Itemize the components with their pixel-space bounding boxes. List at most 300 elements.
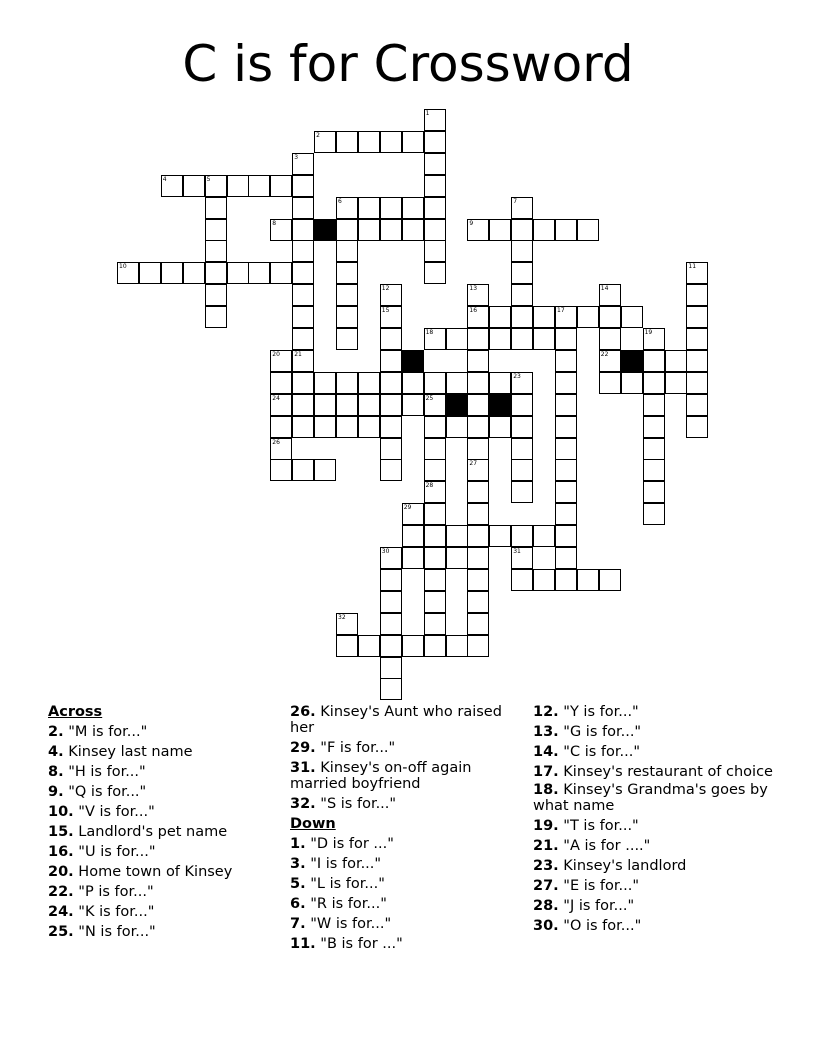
- grid-cell[interactable]: [402, 547, 424, 569]
- grid-cell[interactable]: [380, 394, 402, 416]
- clue-number: 18: [425, 329, 434, 336]
- grid-cell[interactable]: [380, 547, 402, 569]
- grid-cell[interactable]: [511, 525, 533, 547]
- clue-text: "L is for...": [305, 876, 385, 892]
- grid-cell[interactable]: [424, 175, 446, 197]
- clue: [48, 722, 288, 742]
- clue: [533, 856, 773, 876]
- grid-cell[interactable]: [424, 547, 446, 569]
- grid-cell[interactable]: [511, 219, 533, 241]
- grid-cell[interactable]: [424, 525, 446, 547]
- grid-cell[interactable]: [446, 372, 468, 394]
- grid-cell[interactable]: [292, 219, 314, 241]
- grid-cell[interactable]: [511, 416, 533, 438]
- grid-cell[interactable]: [511, 240, 533, 262]
- grid-cell[interactable]: [424, 197, 446, 219]
- grid-cell[interactable]: [270, 459, 292, 481]
- grid-cell[interactable]: [489, 372, 511, 394]
- clue-number: 3: [294, 153, 299, 161]
- clue-number: 13: [469, 285, 478, 293]
- grid-cell[interactable]: [489, 306, 511, 328]
- grid-cell[interactable]: [686, 328, 708, 350]
- grid-cell[interactable]: [555, 219, 577, 241]
- grid-cell[interactable]: [292, 197, 314, 219]
- grid-cell[interactable]: [292, 328, 314, 350]
- clue-number-label: 22.: [48, 884, 74, 900]
- grid-cell[interactable]: [599, 350, 621, 372]
- grid-cell[interactable]: [336, 372, 358, 394]
- clue: [48, 802, 288, 822]
- grid-cell[interactable]: [555, 481, 577, 503]
- grid-cell[interactable]: [227, 175, 249, 197]
- grid-cell[interactable]: [533, 328, 555, 350]
- grid-cell[interactable]: [314, 416, 336, 438]
- clue: [533, 782, 773, 814]
- clue-number: 14: [600, 285, 609, 293]
- grid-cell[interactable]: [380, 350, 402, 372]
- clue-number: 25: [425, 394, 434, 402]
- clue-number-label: 4.: [48, 744, 64, 760]
- grid-cell[interactable]: [424, 262, 446, 284]
- grid-cell[interactable]: [424, 459, 446, 481]
- grid-cell[interactable]: [336, 613, 358, 635]
- grid-cell[interactable]: [686, 284, 708, 306]
- grid-cell[interactable]: [292, 459, 314, 481]
- clue-text: "U is for...": [73, 844, 156, 860]
- grid-cell[interactable]: [555, 569, 577, 591]
- clue: [533, 916, 773, 936]
- grid-cell[interactable]: [511, 394, 533, 416]
- grid-cell[interactable]: [227, 262, 249, 284]
- clue: [48, 882, 288, 902]
- grid-cell[interactable]: [402, 219, 424, 241]
- grid-cell[interactable]: [424, 613, 446, 635]
- grid-cell[interactable]: [467, 635, 489, 657]
- grid-cell[interactable]: [358, 197, 380, 219]
- clue-text: "J is for...": [558, 898, 635, 914]
- grid-cell[interactable]: [599, 306, 621, 328]
- grid-cell[interactable]: [205, 175, 227, 197]
- grid-cell[interactable]: [686, 394, 708, 416]
- clue: [533, 764, 773, 780]
- grid-cell[interactable]: [467, 613, 489, 635]
- clue-number-label: 21.: [533, 838, 559, 854]
- grid-cell[interactable]: [270, 175, 292, 197]
- grid-cell[interactable]: [336, 328, 358, 350]
- clue-number-label: 31.: [290, 760, 316, 776]
- grid-cell[interactable]: [380, 657, 402, 679]
- clue-text: "F is for...": [315, 740, 396, 756]
- grid-cell[interactable]: [446, 416, 468, 438]
- grid-cell[interactable]: [511, 547, 533, 569]
- grid-cell[interactable]: [665, 372, 687, 394]
- grid-cell[interactable]: [270, 394, 292, 416]
- grid-cell[interactable]: [467, 503, 489, 525]
- down-heading: Down: [290, 816, 336, 832]
- grid-cell[interactable]: [424, 394, 446, 416]
- grid-cell[interactable]: [358, 416, 380, 438]
- grid-cell[interactable]: [555, 306, 577, 328]
- grid-cell[interactable]: [402, 372, 424, 394]
- grid-cell[interactable]: [270, 416, 292, 438]
- clue-number-label: 12.: [533, 704, 559, 720]
- grid-cell[interactable]: [467, 394, 489, 416]
- grid-cell[interactable]: [446, 328, 468, 350]
- grid-cell[interactable]: [292, 262, 314, 284]
- grid-cell[interactable]: [402, 635, 424, 657]
- clue-number-label: 25.: [48, 924, 74, 940]
- grid-cell[interactable]: [336, 306, 358, 328]
- clue: [290, 854, 530, 874]
- grid-cell[interactable]: [489, 525, 511, 547]
- clue-number: 5: [206, 175, 211, 183]
- clue: [48, 762, 288, 782]
- grid-cell[interactable]: [555, 503, 577, 525]
- grid-cell[interactable]: [380, 438, 402, 460]
- clue-number-label: 17.: [533, 764, 559, 780]
- grid-cell[interactable]: [643, 350, 665, 372]
- grid-cell[interactable]: [314, 394, 336, 416]
- grid-cell[interactable]: [248, 262, 270, 284]
- black-square: [489, 394, 511, 416]
- grid-cell[interactable]: [358, 394, 380, 416]
- clue-text: Kinsey's landlord: [558, 858, 687, 874]
- grid-cell[interactable]: [643, 459, 665, 481]
- grid-cell[interactable]: [336, 284, 358, 306]
- clue-text: "G is for...": [558, 724, 642, 740]
- grid-cell[interactable]: [599, 284, 621, 306]
- clue-number: 7: [513, 197, 518, 205]
- grid-cell[interactable]: [380, 372, 402, 394]
- grid-cell[interactable]: [292, 153, 314, 175]
- grid-cell[interactable]: [336, 197, 358, 219]
- clue-number-label: 2.: [48, 724, 64, 740]
- grid-cell[interactable]: [380, 678, 402, 700]
- grid-cell[interactable]: [533, 569, 555, 591]
- clue-column-1: [48, 702, 288, 942]
- clue-text: "A is for ....": [558, 838, 651, 854]
- grid-cell[interactable]: [643, 372, 665, 394]
- grid-cell[interactable]: [292, 372, 314, 394]
- clue-number: 20: [272, 350, 280, 358]
- grid-cell[interactable]: [489, 219, 511, 241]
- grid-cell[interactable]: [402, 525, 424, 547]
- across-clue-list-continued: [290, 704, 530, 814]
- grid-cell[interactable]: [336, 219, 358, 241]
- grid-cell[interactable]: [686, 262, 708, 284]
- clue-number: 23: [513, 372, 521, 380]
- grid-cell[interactable]: [467, 591, 489, 613]
- grid-cell[interactable]: [533, 525, 555, 547]
- clue-number-label: 20.: [48, 864, 74, 880]
- grid-cell[interactable]: [205, 284, 227, 306]
- grid-cell[interactable]: [380, 613, 402, 635]
- grid-cell[interactable]: [599, 372, 621, 394]
- grid-cell[interactable]: [248, 175, 270, 197]
- clue-number: 30: [381, 548, 390, 555]
- grid-cell[interactable]: [380, 328, 402, 350]
- grid-cell[interactable]: [511, 372, 533, 394]
- grid-cell[interactable]: [270, 219, 292, 241]
- grid-cell[interactable]: [183, 175, 205, 197]
- clue: [290, 894, 530, 914]
- grid-cell[interactable]: [599, 569, 621, 591]
- grid-cell[interactable]: [555, 394, 577, 416]
- clue-number-label: 26.: [290, 704, 316, 720]
- grid-cell[interactable]: [292, 240, 314, 262]
- grid-cell[interactable]: [358, 219, 380, 241]
- clue-number: 12: [381, 285, 390, 293]
- grid-cell[interactable]: [292, 306, 314, 328]
- grid-cell[interactable]: [358, 131, 380, 153]
- grid-cell[interactable]: [555, 438, 577, 460]
- grid-cell[interactable]: [270, 350, 292, 372]
- grid-cell[interactable]: [402, 197, 424, 219]
- grid-cell[interactable]: [424, 153, 446, 175]
- grid-cell[interactable]: [555, 328, 577, 350]
- clue: [48, 922, 288, 942]
- grid-cell[interactable]: [555, 416, 577, 438]
- clue-number: 8: [272, 219, 277, 227]
- grid-cell[interactable]: [292, 350, 314, 372]
- grid-cell[interactable]: [292, 394, 314, 416]
- grid-cell[interactable]: [205, 262, 227, 284]
- clue-text: "T is for...": [558, 818, 639, 834]
- grid-cell[interactable]: [380, 131, 402, 153]
- grid-cell[interactable]: [511, 284, 533, 306]
- grid-cell[interactable]: [467, 438, 489, 460]
- grid-cell[interactable]: [424, 569, 446, 591]
- grid-cell[interactable]: [467, 284, 489, 306]
- grid-cell[interactable]: [380, 416, 402, 438]
- grid-cell[interactable]: [205, 306, 227, 328]
- grid-cell[interactable]: [292, 416, 314, 438]
- grid-cell[interactable]: [555, 350, 577, 372]
- grid-cell[interactable]: [489, 328, 511, 350]
- clue-number: 16: [469, 307, 478, 315]
- clue-number: 9: [469, 219, 474, 227]
- grid-cell[interactable]: [467, 569, 489, 591]
- grid-cell[interactable]: [358, 372, 380, 394]
- grid-cell[interactable]: [380, 459, 402, 481]
- clue-text: "P is for...": [73, 884, 154, 900]
- grid-cell[interactable]: [511, 328, 533, 350]
- grid-cell[interactable]: [511, 438, 533, 460]
- grid-cell[interactable]: [161, 175, 183, 197]
- grid-cell[interactable]: [183, 262, 205, 284]
- grid-cell[interactable]: [336, 240, 358, 262]
- grid-cell[interactable]: [424, 219, 446, 241]
- grid-cell[interactable]: [380, 284, 402, 306]
- clue-number: 28: [425, 482, 434, 490]
- grid-cell[interactable]: [686, 350, 708, 372]
- grid-cell[interactable]: [205, 197, 227, 219]
- grid-cell[interactable]: [621, 306, 643, 328]
- grid-cell[interactable]: [270, 438, 292, 460]
- across-clue-list: [48, 722, 288, 942]
- grid-cell[interactable]: [489, 416, 511, 438]
- clue-number-label: 15.: [48, 824, 74, 840]
- grid-cell[interactable]: [643, 328, 665, 350]
- grid-cell[interactable]: [555, 372, 577, 394]
- grid-cell[interactable]: [511, 197, 533, 219]
- clue-number-label: 28.: [533, 898, 559, 914]
- grid-cell[interactable]: [577, 219, 599, 241]
- clue-number-label: 29.: [290, 740, 316, 756]
- grid-cell[interactable]: [380, 591, 402, 613]
- clue-number: 19: [644, 329, 653, 336]
- clue-text: "C is for...": [558, 744, 640, 760]
- grid-cell[interactable]: [467, 481, 489, 503]
- grid-cell[interactable]: [643, 481, 665, 503]
- grid-cell[interactable]: [511, 459, 533, 481]
- grid-cell[interactable]: [643, 438, 665, 460]
- grid-cell[interactable]: [424, 438, 446, 460]
- grid-cell[interactable]: [467, 525, 489, 547]
- clue-text: "S is for...": [315, 796, 397, 812]
- clue-text: Home town of Kinsey: [73, 864, 233, 880]
- clue-number-label: 3.: [290, 856, 306, 872]
- grid-cell[interactable]: [424, 372, 446, 394]
- clue: [533, 816, 773, 836]
- grid-cell[interactable]: [139, 262, 161, 284]
- clue-number-label: 11.: [290, 936, 316, 952]
- clue: [290, 914, 530, 934]
- clue: [533, 722, 773, 742]
- clue: [533, 742, 773, 762]
- clue-text: "W is for...": [305, 916, 392, 932]
- grid-cell[interactable]: [336, 131, 358, 153]
- grid-cell[interactable]: [424, 503, 446, 525]
- grid-cell[interactable]: [555, 547, 577, 569]
- black-square: [402, 350, 424, 372]
- clue-text: "H is for...": [63, 764, 146, 780]
- grid-cell[interactable]: [336, 394, 358, 416]
- grid-cell[interactable]: [336, 262, 358, 284]
- grid-cell[interactable]: [402, 131, 424, 153]
- grid-cell[interactable]: [446, 525, 468, 547]
- grid-cell[interactable]: [402, 394, 424, 416]
- clue-number-label: 6.: [290, 896, 306, 912]
- grid-cell[interactable]: [358, 635, 380, 657]
- grid-cell[interactable]: [555, 459, 577, 481]
- grid-cell[interactable]: [643, 394, 665, 416]
- grid-cell[interactable]: [292, 175, 314, 197]
- grid-cell[interactable]: [424, 481, 446, 503]
- grid-cell[interactable]: [205, 240, 227, 262]
- grid-cell[interactable]: [467, 372, 489, 394]
- grid-cell[interactable]: [511, 306, 533, 328]
- clue: [533, 702, 773, 722]
- grid-cell[interactable]: [446, 547, 468, 569]
- black-square: [446, 394, 468, 416]
- clue-number: 31: [513, 548, 521, 555]
- grid-cell[interactable]: [380, 569, 402, 591]
- grid-cell[interactable]: [380, 306, 402, 328]
- clue: [533, 876, 773, 896]
- grid-cell[interactable]: [336, 416, 358, 438]
- grid-cell[interactable]: [643, 503, 665, 525]
- grid-cell[interactable]: [314, 372, 336, 394]
- grid-cell[interactable]: [511, 569, 533, 591]
- grid-cell[interactable]: [467, 328, 489, 350]
- grid-cell[interactable]: [424, 131, 446, 153]
- grid-cell[interactable]: [446, 635, 468, 657]
- grid-cell[interactable]: [314, 459, 336, 481]
- grid-cell[interactable]: [686, 416, 708, 438]
- grid-cell[interactable]: [686, 372, 708, 394]
- clue-number: 24: [272, 394, 280, 402]
- clue-text: Kinsey's Grandma's goes by what name: [533, 782, 768, 814]
- grid-cell[interactable]: [205, 219, 227, 241]
- grid-cell[interactable]: [599, 328, 621, 350]
- clue: [290, 794, 530, 814]
- grid-cell[interactable]: [467, 350, 489, 372]
- grid-cell[interactable]: [533, 306, 555, 328]
- grid-cell[interactable]: [467, 459, 489, 481]
- grid-cell[interactable]: [380, 219, 402, 241]
- clue-number-label: 10.: [48, 804, 74, 820]
- clue-number-label: 23.: [533, 858, 559, 874]
- clue-text: "E is for...": [558, 878, 640, 894]
- clue-text: "Q is for...": [63, 784, 147, 800]
- grid-cell[interactable]: [686, 306, 708, 328]
- grid-cell[interactable]: [161, 262, 183, 284]
- grid-cell[interactable]: [643, 416, 665, 438]
- grid-cell[interactable]: [577, 569, 599, 591]
- grid-cell[interactable]: [511, 481, 533, 503]
- grid-cell[interactable]: [533, 219, 555, 241]
- grid-cell[interactable]: [402, 503, 424, 525]
- grid-cell[interactable]: [555, 525, 577, 547]
- grid-cell[interactable]: [467, 416, 489, 438]
- grid-cell[interactable]: [511, 262, 533, 284]
- grid-cell[interactable]: [292, 284, 314, 306]
- grid-cell[interactable]: [336, 635, 358, 657]
- down-clue-list: [290, 834, 530, 954]
- grid-cell[interactable]: [424, 416, 446, 438]
- grid-cell[interactable]: [424, 591, 446, 613]
- grid-cell[interactable]: [270, 372, 292, 394]
- grid-cell[interactable]: [467, 306, 489, 328]
- grid-cell[interactable]: [424, 109, 446, 131]
- clue-number: 17: [557, 307, 565, 315]
- clue-number-label: 30.: [533, 918, 559, 934]
- page-title: C is for Crossword: [182, 35, 634, 93]
- grid-cell[interactable]: [424, 635, 446, 657]
- grid-cell[interactable]: [314, 131, 336, 153]
- clue: [290, 738, 530, 758]
- clue: [48, 742, 288, 762]
- clue-number-label: 27.: [533, 878, 559, 894]
- grid-cell[interactable]: [665, 350, 687, 372]
- clue: [48, 822, 288, 842]
- grid-cell[interactable]: [380, 635, 402, 657]
- grid-cell[interactable]: [270, 262, 292, 284]
- grid-cell[interactable]: [117, 262, 139, 284]
- clue-number: 21: [294, 350, 302, 358]
- grid-cell[interactable]: [577, 306, 599, 328]
- grid-cell[interactable]: [467, 219, 489, 241]
- grid-cell[interactable]: [621, 372, 643, 394]
- down-clue-list-continued: [533, 702, 773, 936]
- grid-cell[interactable]: [467, 547, 489, 569]
- black-square: [314, 219, 336, 241]
- grid-cell[interactable]: [380, 197, 402, 219]
- grid-cell[interactable]: [424, 328, 446, 350]
- clue-text: "D is for ...": [305, 836, 394, 852]
- grid-cell[interactable]: [424, 240, 446, 262]
